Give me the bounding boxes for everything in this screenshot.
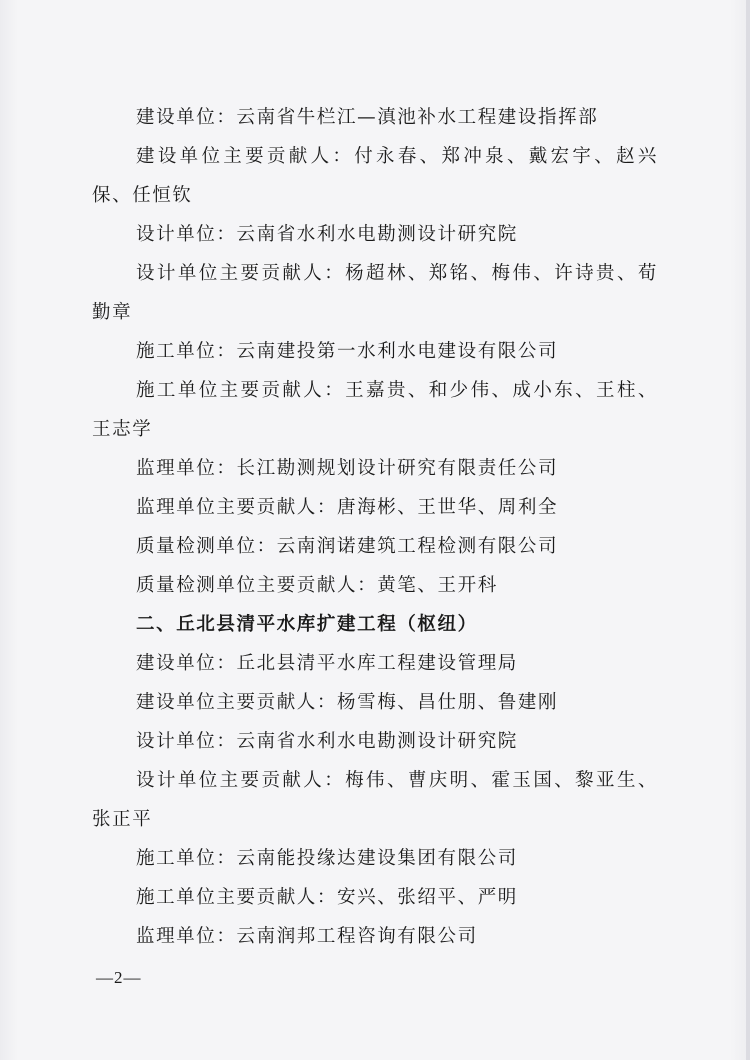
paragraph: 监理单位：云南润邦工程咨询有限公司 bbox=[136, 926, 478, 947]
paragraph: 施工单位主要贡献人：王嘉贵、和少伟、成小东、王柱、王志学 bbox=[92, 380, 658, 440]
paragraph: 质量检测单位：云南润诺建筑工程检测有限公司 bbox=[136, 536, 559, 557]
paragraph: 建设单位：云南省牛栏江—滇池补水工程建设指挥部 bbox=[136, 107, 599, 128]
paragraph: 施工单位：云南建投第一水利水电建设有限公司 bbox=[136, 341, 559, 362]
paragraph: 设计单位主要贡献人：梅伟、曹庆明、霍玉国、黎亚生、张正平 bbox=[92, 770, 658, 830]
paragraph: 建设单位主要贡献人：杨雪梅、昌仕朋、鲁建刚 bbox=[136, 692, 559, 713]
section-heading: 二、丘北县清平水库扩建工程（枢纽） bbox=[136, 614, 478, 635]
paragraph: 建设单位主要贡献人：付永春、郑冲泉、戴宏宇、赵兴保、任恒钦 bbox=[92, 146, 658, 206]
paragraph: 设计单位主要贡献人：杨超林、郑铭、梅伟、许诗贵、荀勤章 bbox=[92, 263, 658, 323]
paragraph: 建设单位：丘北县清平水库工程建设管理局 bbox=[136, 653, 518, 674]
paragraph: 设计单位：云南省水利水电勘测设计研究院 bbox=[136, 731, 518, 752]
paragraph: 施工单位：云南能投缘达建设集团有限公司 bbox=[136, 848, 518, 869]
page-number: —2— bbox=[96, 968, 142, 987]
scan-edge bbox=[746, 0, 750, 1060]
paragraph: 监理单位：长江勘测规划设计研究有限责任公司 bbox=[136, 458, 559, 479]
paragraph: 监理单位主要贡献人：唐海彬、王世华、周利全 bbox=[136, 497, 559, 518]
paragraph: 质量检测单位主要贡献人：黄笔、王开科 bbox=[136, 575, 498, 596]
paragraph: 施工单位主要贡献人：安兴、张绍平、严明 bbox=[136, 887, 518, 908]
document-body bbox=[92, 98, 658, 956]
paragraph: 设计单位：云南省水利水电勘测设计研究院 bbox=[136, 224, 518, 245]
